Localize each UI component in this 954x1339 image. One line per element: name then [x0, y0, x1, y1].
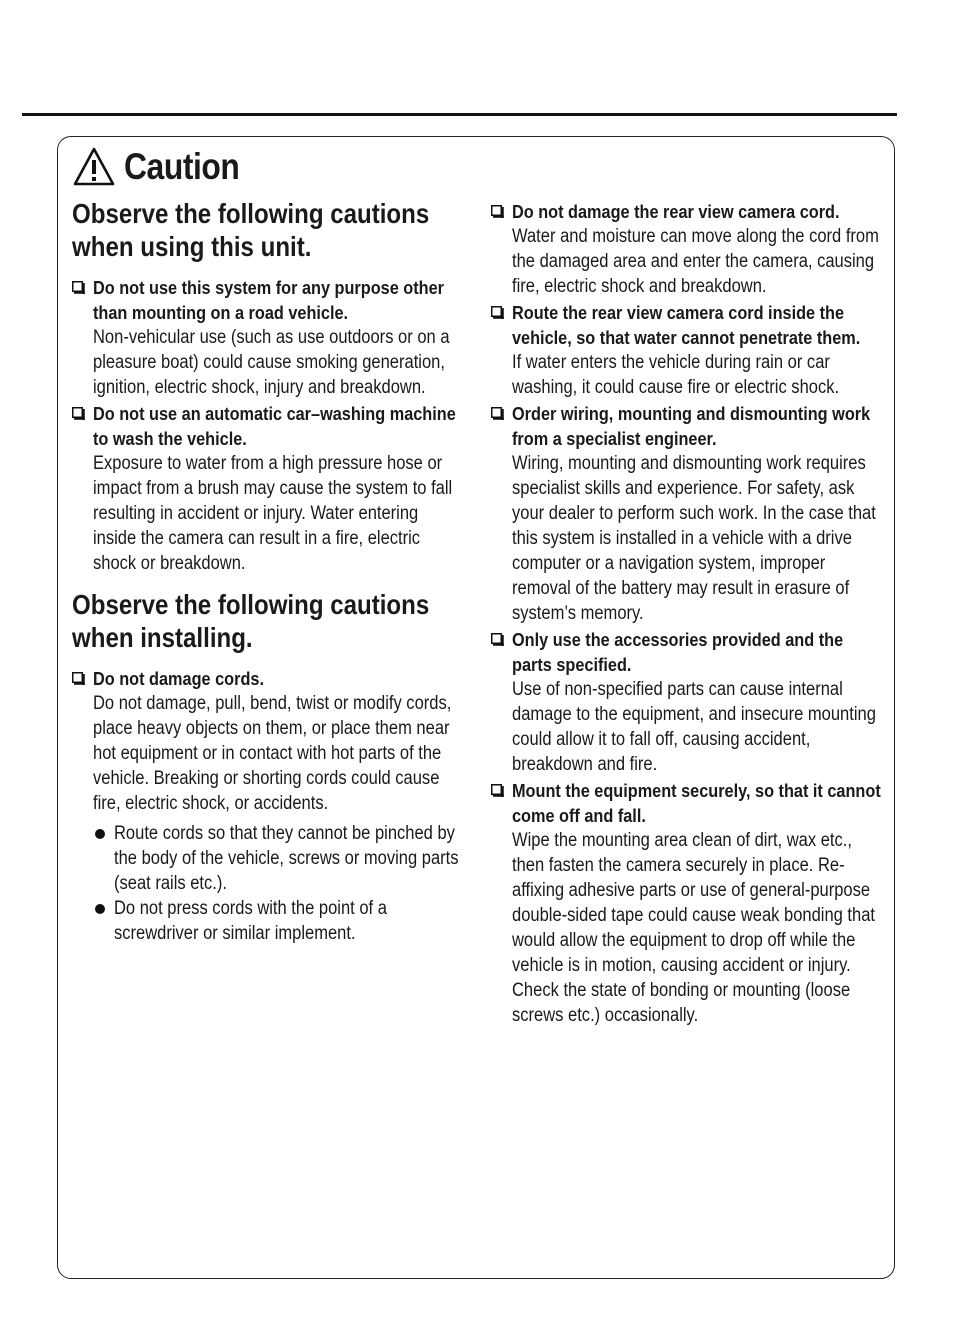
caution-item-title: Only use the accessories provided and the parts specified. [512, 629, 844, 675]
caution-item [491, 401, 883, 626]
caution-title: Caution [124, 146, 240, 187]
caution-item-title: Do not damage the rear view camera cord. [512, 201, 840, 222]
warning-triangle-icon [72, 146, 116, 188]
caution-item-body: If water enters the vehicle during rain or car washing, it could cause fire or electric shock. [512, 352, 840, 398]
caution-item [491, 627, 883, 777]
caution-item-title: Route the rear view camera cord inside the vehicle, so that water cannot penetrate them. [512, 302, 861, 348]
bullet-dot-icon [95, 904, 105, 914]
caution-item [491, 778, 883, 1028]
section-heading-installing: Observe the following cautions when installing. [72, 589, 430, 653]
checkbox-icon [491, 633, 504, 646]
caution-item-title: Do not use this system for any purpose other than mounting on a road vehicle. [93, 277, 444, 323]
caution-item [72, 666, 464, 946]
bullet-text: Route cords so that they cannot be pinched by the body of the vehicle, screws or moving parts (seat rails etc.). [114, 823, 459, 894]
right-column [491, 199, 883, 1029]
caution-item [72, 275, 464, 400]
caution-item-body: Wiring, mounting and dismounting work requires specialist skills and experience. For safety, ask your dealer to perform such work. In the case that this system is installed in a vehicle with a drive computer or a navigation system, improper removal of the battery may result in erasure of system’s memory. [512, 453, 876, 624]
caution-item-body: Do not damage, pull, bend, twist or modify cords, place heavy objects on them, or place them near hot equipment or in contact with hot parts of the vehicle. Breaking or shorting cords could cause fire, electric shock, or accidents. [93, 693, 452, 814]
caution-item [72, 401, 464, 576]
caution-item-body: Use of non-specified parts can cause internal damage to the equipment, and insecure mounting could allow it to fall off, causing accident, breakdown and fire. [512, 679, 876, 775]
caution-item [491, 300, 883, 400]
caution-item-title: Order wiring, mounting and dismounting work from a specialist engineer. [512, 403, 871, 449]
top-rule [22, 113, 897, 116]
bullet-text: Do not press cords with the point of a screwdriver or similar implement. [114, 898, 387, 944]
caution-item-title: Mount the equipment securely, so that it cannot come off and fall. [512, 780, 881, 826]
caution-item-body: Exposure to water from a high pressure hose or impact from a brush may cause the system to fall resulting in accident or injury. Water entering inside the camera can result in a fire, electric shock or breakdown. [93, 453, 453, 574]
caution-item-body: Water and moisture can move along the cord from the damaged area and enter the camera, causing fire, electric shock and breakdown. [512, 226, 879, 297]
caution-item-body: Wipe the mounting area clean of dirt, wax etc., then fasten the camera securely in place. Re-affixing adhesive parts or use of general-purpose double-sided tape could cause weak bonding that would allow the equipment to drop off while the vehicle is in motion, causing accident or injury. Check the state of bonding or mounting (loose screws etc.) occasionally. [512, 830, 876, 1026]
checkbox-icon [72, 672, 85, 685]
checkbox-icon [491, 205, 504, 218]
caution-item-title: Do not damage cords. [93, 668, 264, 689]
left-column [72, 197, 464, 947]
checkbox-icon [72, 407, 85, 420]
checkbox-icon [491, 306, 504, 319]
caution-item-title: Do not use an automatic car–washing machine to wash the vehicle. [93, 403, 456, 449]
bullet-item [93, 821, 464, 896]
caution-item-body: Non-vehicular use (such as use outdoors or on a pleasure boat) could cause smoking generation, ignition, electric shock, injury and breakdown. [93, 327, 450, 398]
section-heading-usage: Observe the following cautions when using this unit. [72, 198, 430, 262]
bullet-item [93, 896, 464, 946]
checkbox-icon [491, 407, 504, 420]
caution-item [491, 199, 883, 299]
checkbox-icon [72, 281, 85, 294]
caution-header [72, 146, 258, 188]
bullet-list [93, 821, 464, 946]
checkbox-icon [491, 784, 504, 797]
bullet-dot-icon [95, 829, 105, 839]
